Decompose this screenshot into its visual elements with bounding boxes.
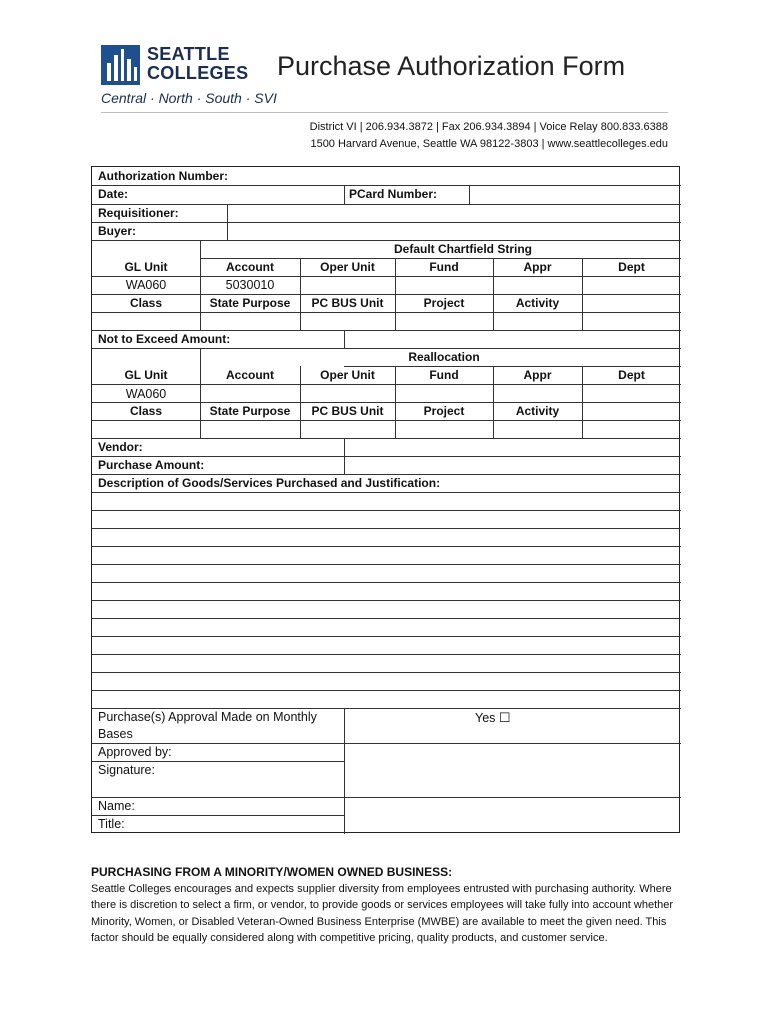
mwbe-body: Seattle Colleges encourages and expects supplier diversity from employees entrusted with purchasing authority. Where there is discretion to select a firm, or vendor, to provide goods or services employees will take fully into account whether Minority, Women, or Disabled Veteran-Owned Business Enterprise (MWBE) are available to meet the given need. This factor should be equally considered along with competitive pricing, quality products, and customer service. — [91, 883, 674, 944]
default-activity-header: Activity — [515, 296, 560, 310]
default-class-header: Class — [129, 296, 163, 310]
buyer-label: Buyer: — [98, 224, 137, 238]
realloc-oper-unit-header: Oper Unit — [320, 368, 375, 382]
realloc-gl-unit-value: WA060 — [125, 387, 167, 401]
default-project-header: Project — [423, 296, 465, 310]
name-label: Name: — [98, 799, 135, 813]
realloc-class-header: Class — [129, 404, 163, 418]
approved-by-label: Approved by: — [98, 745, 172, 759]
yes-checkbox[interactable]: ☐ — [498, 710, 511, 725]
realloc-gl-unit-header: GL Unit — [124, 368, 168, 382]
default-account-header: Account — [226, 260, 274, 274]
realloc-fund-header: Fund — [429, 368, 459, 382]
default-pc-bus-unit-header: PC BUS Unit — [311, 296, 384, 310]
monthly-approval-label-line2: Bases — [98, 727, 133, 741]
mwbe-heading: PURCHASING FROM A MINORITY/WOMEN OWNED BUSINESS: — [91, 865, 453, 879]
default-fund-header: Fund — [429, 260, 459, 274]
authorization-form-grid — [91, 166, 680, 833]
contact-line-1: District VI | 206.934.3872 | Fax 206.934.3894 | Voice Relay 800.833.6388 — [309, 121, 668, 133]
reallocation-heading: Reallocation — [408, 350, 480, 364]
default-gl-unit-header: GL Unit — [124, 260, 168, 274]
vendor-label: Vendor: — [98, 440, 143, 454]
page-title: Purchase Authorization Form — [277, 51, 626, 81]
description-label: Description of Goods/Services Purchased and Justification: — [98, 476, 441, 490]
requisitioner-label: Requisitioner: — [98, 206, 179, 220]
default-appr-header: Appr — [523, 260, 552, 274]
default-chartfield-heading: Default Chartfield String — [393, 242, 532, 256]
date-label: Date: — [98, 187, 129, 201]
default-gl-unit-value: WA060 — [125, 278, 167, 292]
realloc-appr-header: Appr — [523, 368, 552, 382]
contact-line-2: 1500 Harvard Avenue, Seattle WA 98122-3803 | www.seattlecolleges.edu — [310, 138, 668, 150]
logo-name-line2: COLLEGES — [147, 63, 249, 83]
yes-option[interactable] — [475, 710, 511, 726]
logo-name-line1: SEATTLE — [147, 44, 230, 64]
realloc-account-header: Account — [226, 368, 274, 382]
signature-label: Signature: — [98, 763, 155, 777]
authorization-number-label: Authorization Number: — [98, 169, 228, 183]
title-label: Title: — [98, 817, 125, 831]
seattle-colleges-logo-icon — [101, 45, 140, 85]
realloc-state-purpose-header: State Purpose — [209, 404, 291, 418]
realloc-dept-header: Dept — [618, 368, 645, 382]
realloc-project-header: Project — [423, 404, 465, 418]
not-to-exceed-label: Not to Exceed Amount: — [98, 332, 231, 346]
default-state-purpose-header: State Purpose — [209, 296, 291, 310]
realloc-pc-bus-unit-header: PC BUS Unit — [311, 404, 384, 418]
header-divider — [101, 112, 668, 113]
realloc-activity-header: Activity — [515, 404, 560, 418]
default-dept-header: Dept — [618, 260, 645, 274]
logo-wordmark — [147, 45, 248, 83]
yes-label: Yes — [475, 711, 496, 725]
purchase-amount-label: Purchase Amount: — [98, 458, 205, 472]
pcard-number-label: PCard Number: — [349, 187, 438, 201]
logo-campuses: Central · North · South · SVI — [101, 90, 277, 106]
monthly-approval-label-line1: Purchase(s) Approval Made on Monthly — [98, 710, 317, 724]
default-account-value: 5030010 — [225, 278, 275, 292]
default-oper-unit-header: Oper Unit — [320, 260, 375, 274]
